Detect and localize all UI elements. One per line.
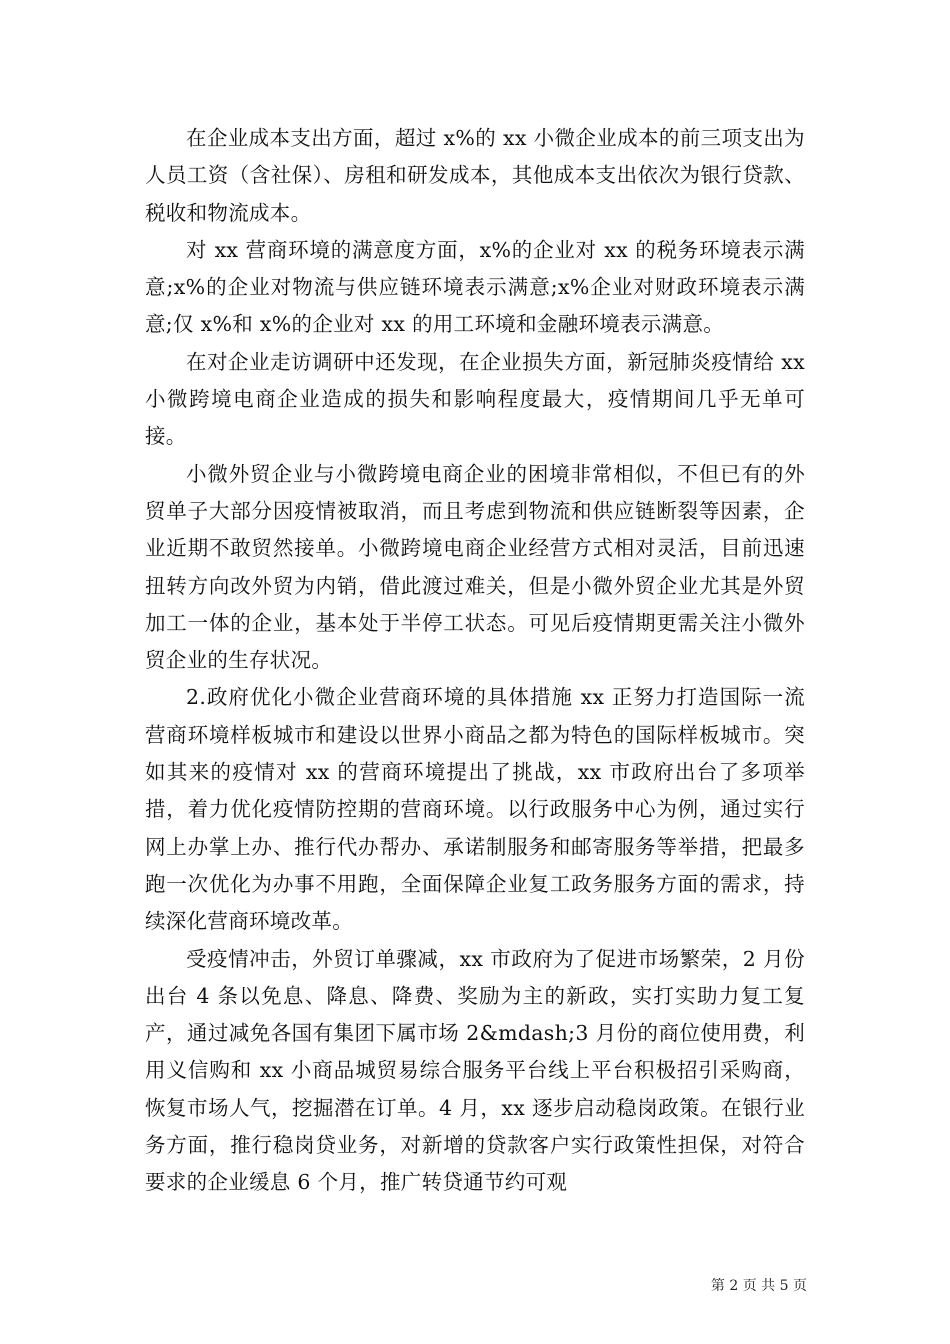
paragraph-satisfaction: 对 xx 营商环境的满意度方面，x%的企业对 xx 的税务环境表示满意;x%的企业对物流与供应链环境表示满意;x%企业对财政环境表示满意;仅 x%和 x%的企业对 xx 的用工环境和金融环境表示满意。 [145, 237, 805, 337]
paragraph-foreign-trade: 小微外贸企业与小微跨境电商企业的困境非常相似，不但已有的外贸单子大部分因疫情被取消，而且考虑到物流和供应链断裂等因素，企业近期不敢贸然接单。小微跨境电商企业经营方式相对灵活，目前迅速扭转方向改外贸为内销，借此渡过难关，但是小微外贸企业尤其是外贸加工一体的企业，基本处于半停工状态。可见后疫情期更需关注小微外贸企业的生存状况。 [145, 461, 805, 673]
paragraph-government-measures: 2.政府优化小微企业营商环境的具体措施 xx 正努力打造国际一流营商环境样板城市和建设以世界小商品之都为特色的国际样板城市。突如其来的疫情对 xx 的营商环境提出了挑战，xx 市政府出台了多项举措，着力优化疫情防控期的营商环境。以行政服务中心为例，通过实行网上办掌上办、推行代办帮办、承诺制服务和邮寄服务等举措，把最多跑一次优化为办事不用跑，全面保障企业复工政务服务方面的需求，持续深化营商环境改革。 [145, 685, 805, 934]
paragraph-losses: 在对企业走访调研中还发现，在企业损失方面，新冠肺炎疫情给 xx 小微跨境电商企业造成的损失和影响程度最大，疫情期间几乎无单可接。 [145, 349, 805, 449]
paragraph-cost: 在企业成本支出方面，超过 x%的 xx 小微企业成本的前三项支出为人员工资（含社保）、房租和研发成本，其他成本支出依次为银行贷款、税收和物流成本。 [145, 126, 805, 225]
document-body [145, 120, 805, 1202]
page-number-footer: 第 2 页 共 5 页 [710, 1278, 807, 1294]
paragraph-epidemic-policy: 受疫情冲击，外贸订单骤减，xx 市政府为了促进市场繁荣，2 月份出台 4 条以免息、降息、降费、奖励为主的新政，实打实助力复工复产，通过减免各国有集团下属市场 2&mdash;3 月份的商位使用费，利用义信购和 xx 小商品城贸易综合服务平台线上平台积极招引采购商，恢复市场人气，挖掘潜在订单。4 月，xx 逐步启动稳岗政策。在银行业务方面，推行稳岗贷业务，对新增的贷款客户实行政策性担保，对符合要求的企业缓息 6 个月，推广转贷通节约可观 [145, 946, 805, 1195]
